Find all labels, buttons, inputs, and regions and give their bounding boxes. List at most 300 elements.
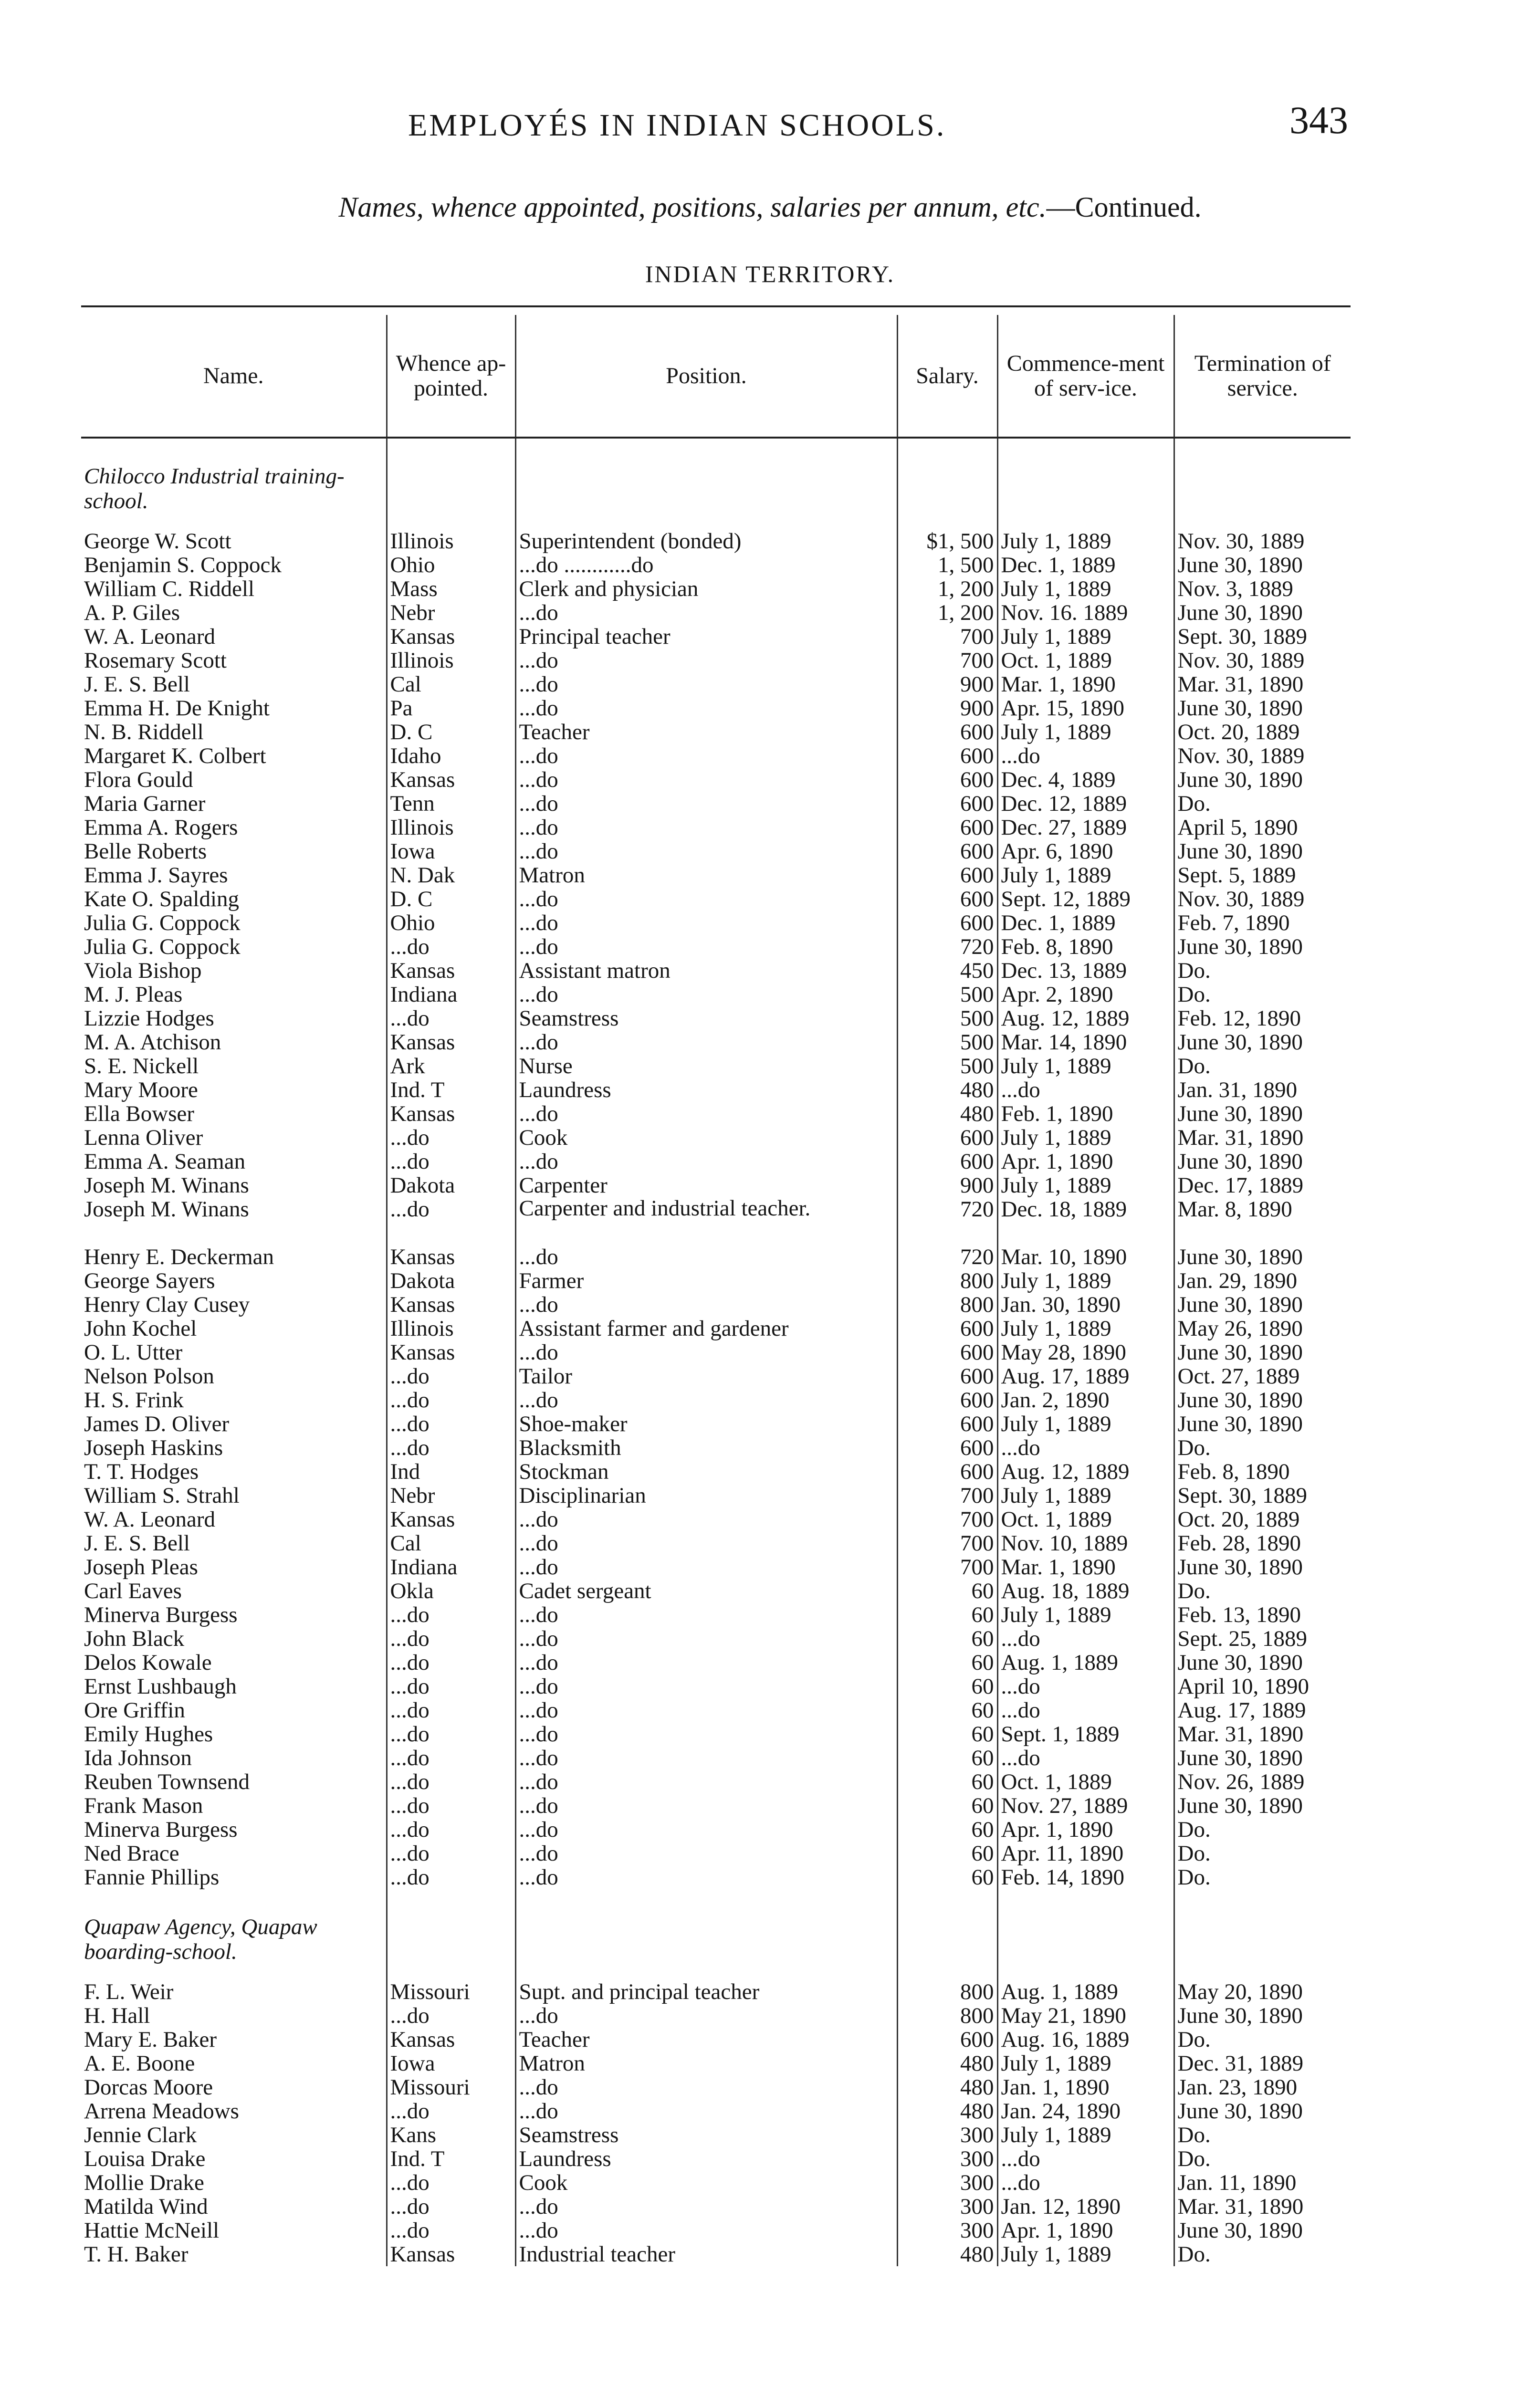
termination: Jan. 23, 1890 — [1174, 2075, 1351, 2099]
position: ...do — [515, 1603, 897, 1627]
commencement: Aug. 12, 1889 — [997, 1006, 1174, 1030]
termination: Jan. 11, 1890 — [1174, 2171, 1351, 2195]
position: ...do — [515, 1555, 897, 1579]
salary: 300 — [897, 2171, 997, 2195]
table-row — [81, 792, 1351, 816]
running-head: EMPLOYÉS IN INDIAN SCHOOLS. — [408, 108, 946, 143]
termination: Do. — [1174, 1865, 1351, 1889]
commencement: Mar. 1, 1890 — [997, 1555, 1174, 1579]
employee-name: Joseph M. Winans — [84, 1173, 249, 1197]
table-row — [81, 2075, 1351, 2099]
termination: Do. — [1174, 1842, 1351, 1865]
position: ...do — [515, 792, 897, 816]
salary: 700 — [897, 1507, 997, 1531]
page-header — [79, 98, 1348, 155]
commencement: July 1, 1889 — [997, 863, 1174, 887]
commencement: ...do — [997, 1078, 1174, 1102]
empty-cell — [387, 438, 515, 529]
whence-appointed: Dakota — [387, 1269, 515, 1293]
employee-name: Lizzie Hodges — [84, 1006, 214, 1030]
whence-appointed: ...do — [387, 935, 515, 959]
commencement: May 28, 1890 — [997, 1340, 1174, 1364]
whence-appointed: Iowa — [387, 2051, 515, 2075]
commencement: Dec. 12, 1889 — [997, 792, 1174, 816]
position: Industrial teacher — [515, 2242, 897, 2266]
whence-appointed: Indiana — [387, 983, 515, 1006]
commencement: Apr. 1, 1890 — [997, 2219, 1174, 2242]
termination: Oct. 20, 1889 — [1174, 1507, 1351, 1531]
position: Laundress — [515, 2147, 897, 2171]
termination: June 30, 1890 — [1174, 1293, 1351, 1317]
termination: June 30, 1890 — [1174, 1340, 1351, 1364]
employee-name: A. P. Giles — [84, 601, 180, 625]
position: ...do — [515, 1293, 897, 1317]
salary: 900 — [897, 696, 997, 720]
table-row — [81, 2219, 1351, 2242]
commencement: Jan. 2, 1890 — [997, 1388, 1174, 1412]
employee-name: Arrena Meadows — [84, 2099, 239, 2123]
employee-name: Benjamin S. Coppock — [84, 553, 282, 577]
salary: 800 — [897, 1269, 997, 1293]
whence-appointed: ...do — [387, 2171, 515, 2195]
commencement: Aug. 18, 1889 — [997, 1579, 1174, 1603]
salary: 300 — [897, 2219, 997, 2242]
salary: 480 — [897, 1102, 997, 1126]
salary: 300 — [897, 2147, 997, 2171]
position: Supt. and principal teacher — [515, 1980, 897, 2004]
whence-appointed: ...do — [387, 1698, 515, 1722]
employee-name: George W. Scott — [84, 529, 231, 553]
salary: 480 — [897, 2099, 997, 2123]
position: ...do — [515, 1722, 897, 1746]
commencement: Feb. 1, 1890 — [997, 1102, 1174, 1126]
whence-appointed: Idaho — [387, 744, 515, 768]
table-row — [81, 1317, 1351, 1340]
salary: 60 — [897, 1818, 997, 1842]
commencement: July 1, 1889 — [997, 1054, 1174, 1078]
whence-appointed: ...do — [387, 1197, 515, 1245]
subtitle-continued: —Continued. — [1046, 191, 1202, 223]
termination: Mar. 8, 1890 — [1174, 1197, 1351, 1245]
position: ...do — [515, 1507, 897, 1531]
position: Principal teacher — [515, 625, 897, 649]
termination: Feb. 28, 1890 — [1174, 1531, 1351, 1555]
position: ...do — [515, 983, 897, 1006]
commencement: Apr. 15, 1890 — [997, 696, 1174, 720]
table-row — [81, 935, 1351, 959]
table-row — [81, 2171, 1351, 2195]
position: Seamstress — [515, 2123, 897, 2147]
position: ...do — [515, 911, 897, 935]
position: ...do — [515, 935, 897, 959]
commencement: Nov. 10, 1889 — [997, 1531, 1174, 1555]
position: Cook — [515, 2171, 897, 2195]
termination: June 30, 1890 — [1174, 1746, 1351, 1770]
table-row — [81, 1627, 1351, 1651]
position: ...do — [515, 1698, 897, 1722]
table-row — [81, 1484, 1351, 1507]
termination: Sept. 30, 1889 — [1174, 625, 1351, 649]
whence-appointed: Kansas — [387, 959, 515, 983]
empty-cell — [1174, 438, 1351, 529]
employee-name: Minerva Burgess — [84, 1603, 238, 1627]
employee-name: George Sayers — [84, 1269, 215, 1293]
employee-name: John Kochel — [84, 1317, 197, 1340]
salary: 500 — [897, 983, 997, 1006]
table-row — [81, 1102, 1351, 1126]
table-row — [81, 2028, 1351, 2051]
salary: 60 — [897, 1603, 997, 1627]
termination: Feb. 7, 1890 — [1174, 911, 1351, 935]
termination: Do. — [1174, 792, 1351, 816]
employee-name: Mary Moore — [84, 1078, 198, 1102]
whence-appointed: ...do — [387, 1364, 515, 1388]
empty-cell — [997, 438, 1174, 529]
commencement: Apr. 6, 1890 — [997, 839, 1174, 863]
position: ...do — [515, 2004, 897, 2028]
school-name: Chilocco Industrial training-school. — [84, 464, 345, 513]
whence-appointed: ...do — [387, 1651, 515, 1674]
whence-appointed: D. C — [387, 887, 515, 911]
termination: Jan. 31, 1890 — [1174, 1078, 1351, 1102]
whence-appointed: Kansas — [387, 2242, 515, 2266]
employee-name: O. L. Utter — [84, 1340, 183, 1364]
commencement: Mar. 1, 1890 — [997, 672, 1174, 696]
table-row — [81, 816, 1351, 839]
salary: 60 — [897, 1746, 997, 1770]
whence-appointed: Kans — [387, 2123, 515, 2147]
employee-name: F. L. Weir — [84, 1980, 174, 2004]
salary: 600 — [897, 720, 997, 744]
salary: 600 — [897, 792, 997, 816]
table-row — [81, 1722, 1351, 1746]
termination: Oct. 20, 1889 — [1174, 720, 1351, 744]
commencement: Aug. 12, 1889 — [997, 1460, 1174, 1484]
table-row — [81, 1173, 1351, 1197]
empty-cell — [1174, 1889, 1351, 1980]
employee-name: Emma A. Rogers — [84, 816, 238, 839]
termination: Nov. 30, 1889 — [1174, 887, 1351, 911]
table-row — [81, 2051, 1351, 2075]
position: ...do — [515, 887, 897, 911]
salary: 600 — [897, 2028, 997, 2051]
salary: $1, 500 — [897, 529, 997, 553]
whence-appointed: ...do — [387, 1865, 515, 1889]
commencement: July 1, 1889 — [997, 577, 1174, 601]
table-row — [81, 1269, 1351, 1293]
termination: Nov. 26, 1889 — [1174, 1770, 1351, 1794]
termination: June 30, 1890 — [1174, 1555, 1351, 1579]
termination: June 30, 1890 — [1174, 1412, 1351, 1436]
termination: Feb. 8, 1890 — [1174, 1460, 1351, 1484]
salary: 480 — [897, 2075, 997, 2099]
commencement: Aug. 17, 1889 — [997, 1364, 1174, 1388]
header-row — [81, 315, 1351, 438]
table-row — [81, 1555, 1351, 1579]
employee-name: S. E. Nickell — [84, 1054, 199, 1078]
termination: Do. — [1174, 1579, 1351, 1603]
position: ...do — [515, 816, 897, 839]
whence-appointed: Kansas — [387, 1102, 515, 1126]
termination: May 20, 1890 — [1174, 1980, 1351, 2004]
salary: 480 — [897, 1078, 997, 1102]
employee-name: Joseph Pleas — [84, 1555, 198, 1579]
position: Matron — [515, 863, 897, 887]
salary: 600 — [897, 768, 997, 792]
employee-name: James D. Oliver — [84, 1412, 230, 1436]
employee-name: Delos Kowale — [84, 1651, 212, 1674]
salary: 60 — [897, 1651, 997, 1674]
termination: Do. — [1174, 983, 1351, 1006]
termination: April 10, 1890 — [1174, 1674, 1351, 1698]
employee-name: Frank Mason — [84, 1794, 203, 1818]
termination: Nov. 30, 1889 — [1174, 529, 1351, 553]
employee-name: Flora Gould — [84, 768, 193, 792]
employee-name: Henry E. Deckerman — [84, 1245, 274, 1269]
commencement: Aug. 1, 1889 — [997, 1651, 1174, 1674]
whence-appointed: Kansas — [387, 1293, 515, 1317]
whence-appointed: Okla — [387, 1579, 515, 1603]
school-heading-row — [81, 1889, 1351, 1980]
position: ...do — [515, 744, 897, 768]
salary: 600 — [897, 1150, 997, 1173]
table-row — [81, 1770, 1351, 1794]
commencement: ...do — [997, 1698, 1174, 1722]
commencement: Nov. 16. 1889 — [997, 601, 1174, 625]
whence-appointed: Kansas — [387, 1030, 515, 1054]
termination: June 30, 1890 — [1174, 1794, 1351, 1818]
table-row — [81, 1388, 1351, 1412]
table-row — [81, 1364, 1351, 1388]
table-row — [81, 983, 1351, 1006]
commencement: Dec. 27, 1889 — [997, 816, 1174, 839]
header-salary: Salary. — [897, 315, 997, 438]
employee-name: Matilda Wind — [84, 2195, 208, 2219]
employee-name: Joseph Haskins — [84, 1436, 223, 1460]
position: ...do — [515, 696, 897, 720]
termination: Do. — [1174, 1436, 1351, 1460]
commencement: Dec. 13, 1889 — [997, 959, 1174, 983]
employee-name: Belle Roberts — [84, 839, 207, 863]
salary: 500 — [897, 1054, 997, 1078]
employee-name: A. E. Boone — [84, 2051, 195, 2075]
table-body — [81, 438, 1351, 2266]
commencement: Mar. 10, 1890 — [997, 1245, 1174, 1269]
position: Assistant farmer and gardener — [515, 1317, 897, 1340]
employee-name: Lenna Oliver — [84, 1126, 203, 1150]
position: ...do — [515, 1818, 897, 1842]
salary: 500 — [897, 1006, 997, 1030]
commencement: July 1, 1889 — [997, 529, 1174, 553]
commencement: Oct. 1, 1889 — [997, 1770, 1174, 1794]
termination: Jan. 29, 1890 — [1174, 1269, 1351, 1293]
table-row — [81, 1674, 1351, 1698]
position: Nurse — [515, 1054, 897, 1078]
salary: 60 — [897, 1698, 997, 1722]
position: Shoe-maker — [515, 1412, 897, 1436]
whence-appointed: Kansas — [387, 1507, 515, 1531]
table-row — [81, 553, 1351, 577]
termination: Aug. 17, 1889 — [1174, 1698, 1351, 1722]
employee-name: Kate O. Spalding — [84, 887, 240, 911]
table-header — [81, 315, 1351, 438]
termination: Sept. 30, 1889 — [1174, 1484, 1351, 1507]
whence-appointed: Ohio — [387, 911, 515, 935]
employee-name: Reuben Townsend — [84, 1770, 250, 1794]
employee-name: Mary E. Baker — [84, 2028, 217, 2051]
termination: June 30, 1890 — [1174, 2099, 1351, 2123]
table-row — [81, 1197, 1351, 1245]
table-row — [81, 1460, 1351, 1484]
whence-appointed: ...do — [387, 1674, 515, 1698]
employee-name: Viola Bishop — [84, 959, 202, 983]
employee-name: Emma H. De Knight — [84, 696, 270, 720]
salary: 450 — [897, 959, 997, 983]
salary: 700 — [897, 1484, 997, 1507]
position: ...do — [515, 2075, 897, 2099]
termination: Feb. 12, 1890 — [1174, 1006, 1351, 1030]
empty-cell — [897, 1889, 997, 1980]
employee-name: Ella Bowser — [84, 1102, 195, 1126]
employee-name: Jennie Clark — [84, 2123, 197, 2147]
commencement: July 1, 1889 — [997, 1269, 1174, 1293]
page-number: 343 — [1289, 98, 1348, 142]
table-row — [81, 1245, 1351, 1269]
whence-appointed: Nebr — [387, 601, 515, 625]
employee-name: Louisa Drake — [84, 2147, 206, 2171]
whence-appointed: ...do — [387, 1150, 515, 1173]
termination: Nov. 30, 1889 — [1174, 649, 1351, 672]
table-row — [81, 1531, 1351, 1555]
whence-appointed: Nebr — [387, 1484, 515, 1507]
salary: 1, 200 — [897, 577, 997, 601]
employee-name: Hattie McNeill — [84, 2219, 220, 2242]
commencement: Apr. 11, 1890 — [997, 1842, 1174, 1865]
employee-name: Ned Brace — [84, 1842, 179, 1865]
salary: 600 — [897, 744, 997, 768]
termination: June 30, 1890 — [1174, 1150, 1351, 1173]
termination: Dec. 17, 1889 — [1174, 1173, 1351, 1197]
table-row — [81, 1698, 1351, 1722]
salary: 700 — [897, 625, 997, 649]
termination: Mar. 31, 1890 — [1174, 2195, 1351, 2219]
position: ...do — [515, 1030, 897, 1054]
whence-appointed: ...do — [387, 1436, 515, 1460]
termination: Oct. 27, 1889 — [1174, 1364, 1351, 1388]
commencement: Apr. 2, 1890 — [997, 983, 1174, 1006]
termination: Sept. 25, 1889 — [1174, 1627, 1351, 1651]
employee-name: Fannie Phillips — [84, 1865, 220, 1889]
whence-appointed: ...do — [387, 2219, 515, 2242]
salary: 60 — [897, 1794, 997, 1818]
commencement: Apr. 1, 1890 — [997, 1150, 1174, 1173]
position: ...do — [515, 601, 897, 625]
salary: 480 — [897, 2242, 997, 2266]
whence-appointed: Ark — [387, 1054, 515, 1078]
position: ...do — [515, 1794, 897, 1818]
table-row — [81, 1340, 1351, 1364]
whence-appointed: Mass — [387, 577, 515, 601]
school-heading-row — [81, 438, 1351, 529]
salary: 800 — [897, 1293, 997, 1317]
termination: Mar. 31, 1890 — [1174, 1126, 1351, 1150]
salary: 600 — [897, 1126, 997, 1150]
termination: June 30, 1890 — [1174, 1030, 1351, 1054]
table-row — [81, 720, 1351, 744]
whence-appointed: ...do — [387, 1627, 515, 1651]
employee-name: Minerva Burgess — [84, 1818, 238, 1842]
commencement: Jan. 24, 1890 — [997, 2099, 1174, 2123]
whence-appointed: ...do — [387, 1126, 515, 1150]
salary: 60 — [897, 1842, 997, 1865]
position: ...do ............do — [515, 553, 897, 577]
commencement: July 1, 1889 — [997, 1173, 1174, 1197]
commencement: ...do — [997, 744, 1174, 768]
commencement: July 1, 1889 — [997, 2123, 1174, 2147]
salary: 480 — [897, 2051, 997, 2075]
table-row — [81, 2147, 1351, 2171]
whence-appointed: Kansas — [387, 625, 515, 649]
salary: 1, 200 — [897, 601, 997, 625]
whence-appointed: ...do — [387, 1388, 515, 1412]
table-row — [81, 696, 1351, 720]
position: Laundress — [515, 1078, 897, 1102]
employee-name: Nelson Polson — [84, 1364, 214, 1388]
position: Carpenter — [515, 1173, 897, 1197]
commencement: Apr. 1, 1890 — [997, 1818, 1174, 1842]
employee-name: J. E. S. Bell — [84, 1531, 190, 1555]
whence-appointed: Illinois — [387, 1317, 515, 1340]
commencement: Jan. 12, 1890 — [997, 2195, 1174, 2219]
salary: 900 — [897, 672, 997, 696]
header-name: Name. — [81, 315, 387, 438]
header-termination: Termination of service. — [1174, 315, 1351, 438]
whence-appointed: ...do — [387, 1818, 515, 1842]
table-row — [81, 1842, 1351, 1865]
position: Teacher — [515, 720, 897, 744]
termination: Nov. 30, 1889 — [1174, 744, 1351, 768]
position: ...do — [515, 1245, 897, 1269]
commencement: Sept. 1, 1889 — [997, 1722, 1174, 1746]
salary: 60 — [897, 1865, 997, 1889]
whence-appointed: Indiana — [387, 1555, 515, 1579]
employee-name: Mollie Drake — [84, 2171, 204, 2195]
commencement: July 1, 1889 — [997, 1484, 1174, 1507]
salary: 600 — [897, 1412, 997, 1436]
termination: June 30, 1890 — [1174, 1245, 1351, 1269]
table-row — [81, 1980, 1351, 2004]
termination: June 30, 1890 — [1174, 601, 1351, 625]
table-row — [81, 2195, 1351, 2219]
position: ...do — [515, 1651, 897, 1674]
table-row — [81, 1126, 1351, 1150]
whence-appointed: Cal — [387, 672, 515, 696]
table-row — [81, 768, 1351, 792]
position: Stockman — [515, 1460, 897, 1484]
salary: 60 — [897, 1722, 997, 1746]
whence-appointed: ...do — [387, 1770, 515, 1794]
whence-appointed: ...do — [387, 1603, 515, 1627]
position: Disciplinarian — [515, 1484, 897, 1507]
salary: 700 — [897, 649, 997, 672]
employee-name: T. T. Hodges — [84, 1460, 199, 1484]
position: Assistant matron — [515, 959, 897, 983]
commencement: ...do — [997, 1436, 1174, 1460]
table-row — [81, 2099, 1351, 2123]
table-row — [81, 625, 1351, 649]
termination: Do. — [1174, 959, 1351, 983]
table-row — [81, 649, 1351, 672]
